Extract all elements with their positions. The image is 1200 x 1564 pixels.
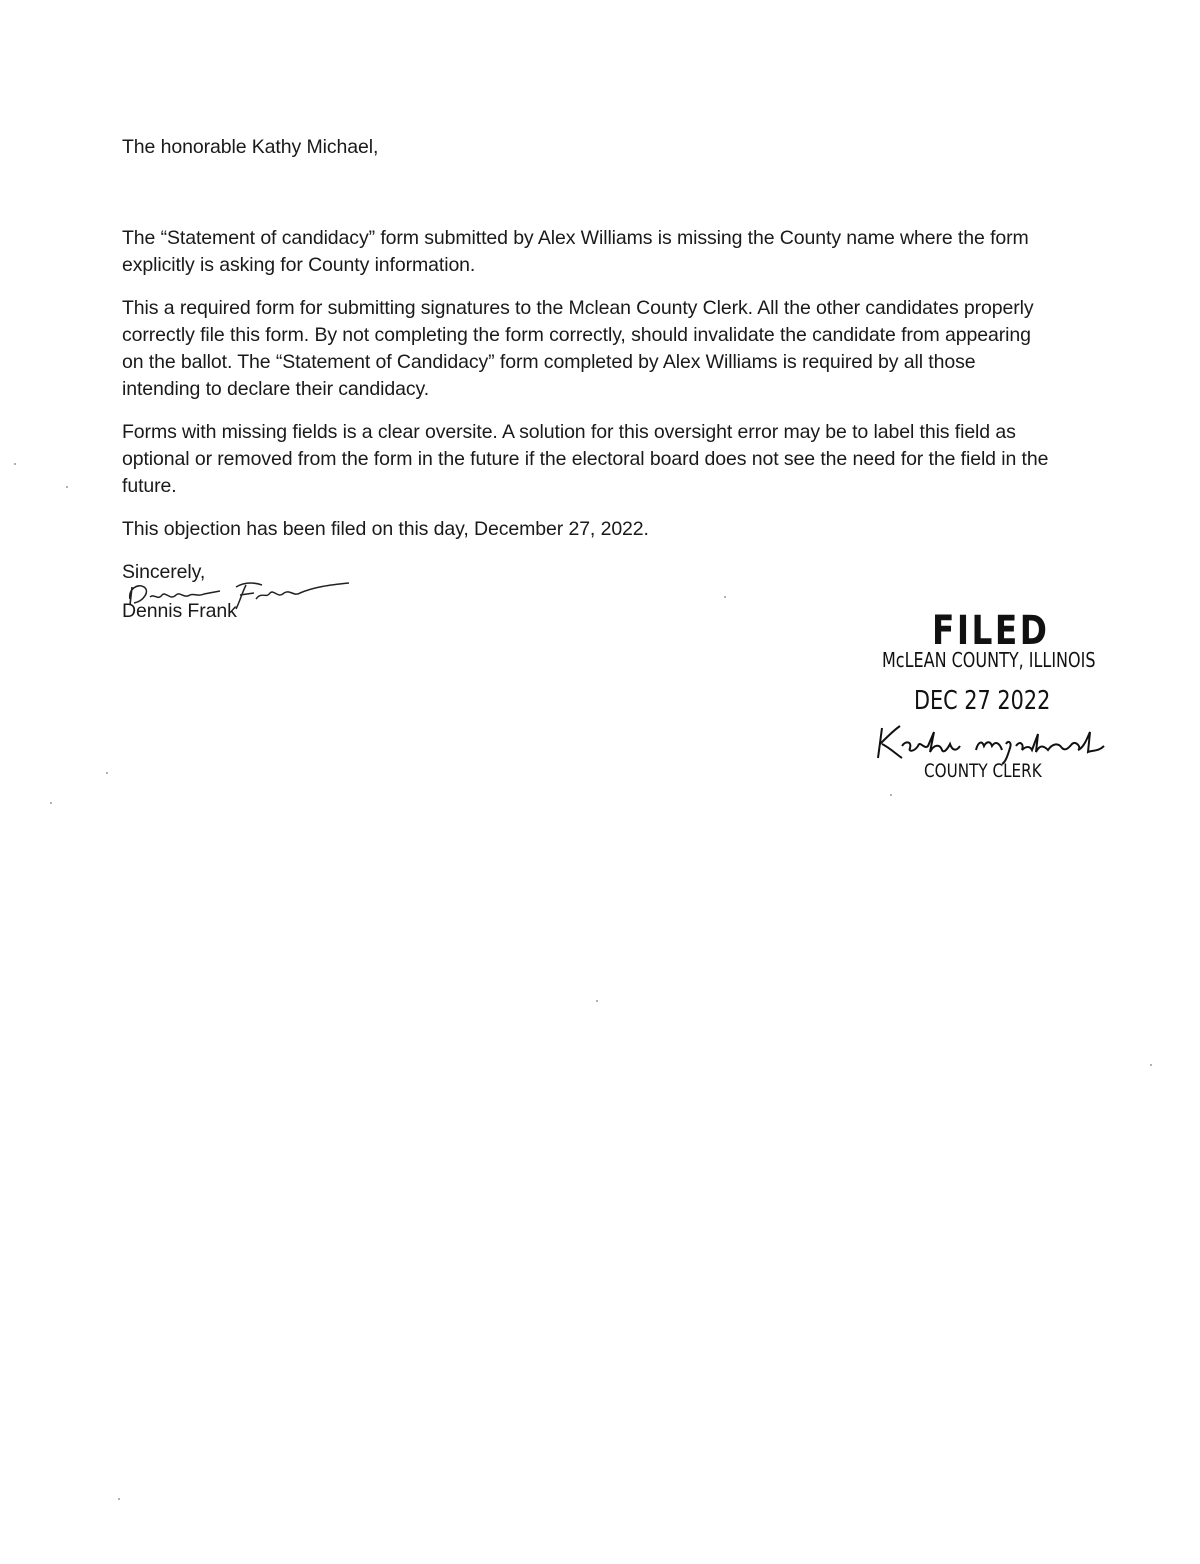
paragraph-required-form: This a required form for submitting signatures to the Mclean County Clerk. All the other candidates properly correctly file this form. By not completing the form correctly, should invalidate the candidate from appearing on the ballot. The “Statement of Candidacy” form completed by Alex Williams is required by all those intending to declare their candidacy. (122, 297, 1034, 400)
stamp-title: COUNTY CLERK (924, 760, 1042, 782)
scan-speck (118, 1498, 120, 1500)
letter-body (122, 134, 1052, 622)
paragraph-missing-county: The “Statement of candidacy” form submitted by Alex Williams is missing the County name where the form explicitly is asking for County information. (122, 227, 1029, 276)
signer-name: Dennis Frank (122, 600, 237, 622)
paragraph-filing-date: This objection has been filed on this day, December 27, 2022. (122, 518, 649, 540)
scan-speck (890, 794, 892, 796)
stamp-status: FILED (932, 608, 1050, 654)
salutation: The honorable Kathy Michael, (122, 136, 379, 158)
scan-speck (50, 802, 52, 804)
scan-speck (1150, 1064, 1152, 1066)
scan-speck (14, 463, 16, 465)
scan-speck (106, 772, 108, 774)
scan-speck (596, 1000, 598, 1002)
paragraph-oversight: Forms with missing fields is a clear oversite. A solution for this oversight error may be to label this field as optional or removed from the form in the future if the electoral board does not see the need for the field in the future. (122, 421, 1049, 497)
scan-speck (66, 486, 68, 488)
filed-stamp (860, 608, 1120, 798)
scan-speck (724, 596, 726, 598)
stamp-date: DEC 27 2022 (914, 686, 1051, 716)
stamp-county: McLEAN COUNTY, ILLINOIS (882, 648, 1096, 672)
closing: Sincerely, (122, 561, 206, 583)
